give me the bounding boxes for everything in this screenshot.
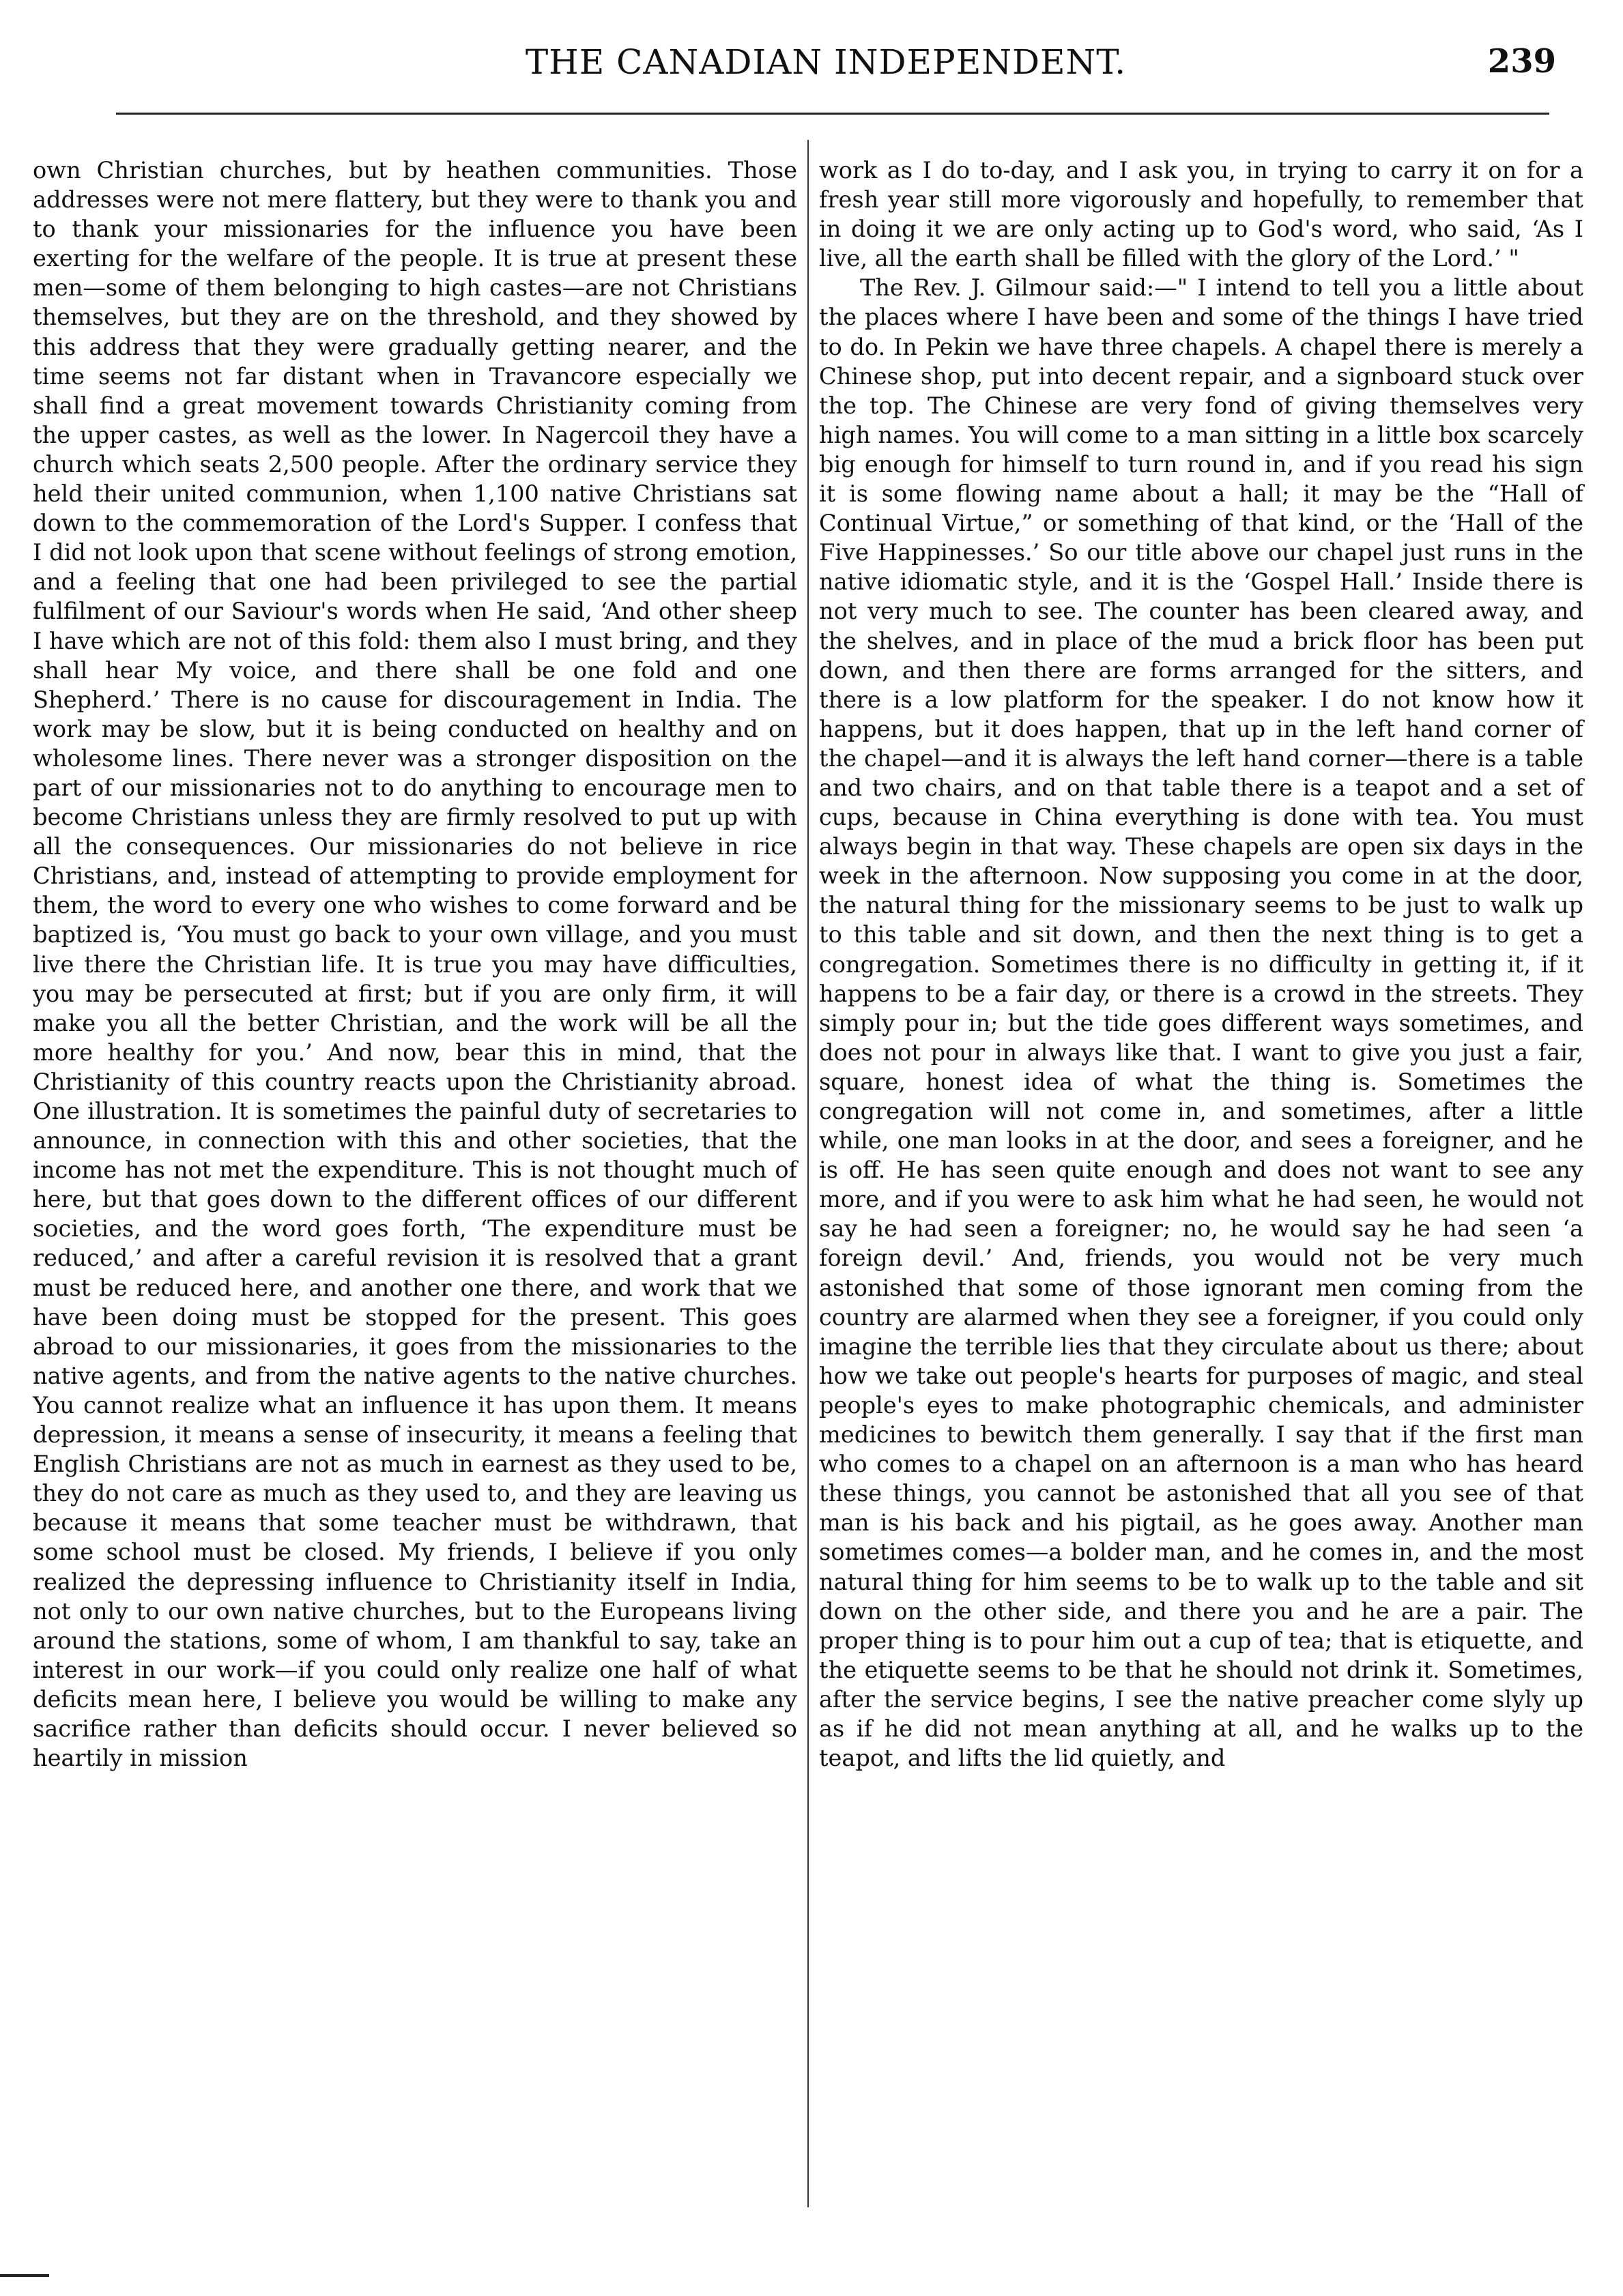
column-divider bbox=[807, 140, 809, 2207]
right-column-paragraph: The Rev. J. Gilmour said:—" I intend to tell you a little about the places where I have been and some of the things I have tried to do. In Pekin we have three chapels. A chapel there is merely a Chinese shop, put into decent repair, and a signboard stuck over the top. The Chinese are very fond of giving themselves very high names. You will come to a man sitting in a little box scarcely big enough for himself to turn round in, and if you read his sign it is some flowing name about a hall; it may be the “Hall of Continual Virtue,” or something of that kind, or the ‘Hall of the Five Happinesses.’ So our title above our chapel just runs in the native idiomatic style, and it is the ‘Gospel Hall.’ Inside there is not very much to see. The counter has been cleared away, and the shelves, and in place of the mud a brick floor has been put down, and then there are forms arranged for the sitters, and there is a low platform for the speaker. I do not know how it happens, but it does happen, that up in the left hand corner of the chapel—and it is always the left hand corner—there is a table and two chairs, and on that table there is a teapot and a set of cups, because in China everything is done with tea. You must always begin in that way. These chapels are open six days in the week in the afternoon. Now supposing you come in at the door, the natural thing for the missionary seems to be just to walk up to this table and sit down, and then the next thing is to get a congregation. Sometimes there is no difficulty in getting it, if it happens to be a fair day, or there is a crowd in the streets. They simply pour in; but the tide goes different ways sometimes, and does not pour in always like that. I want to give you just a fair, square, honest idea of what the thing is. Sometimes the congregation will not come in, and sometimes, after a little while, one man looks in at the door, and sees a foreigner, and he is off. He has seen quite enough and does not want to see any more, and if you were to ask him what he had seen, he would not say he had seen a foreigner; no, he would say he had seen ‘a foreign devil.’ And, friends, you would not be very much astonished that some of those ignorant men coming from the country are alarmed when they see a foreigner, if you could only imagine the terrible lies that they circulate about us there; about how we take out people's hearts for purposes of magic, and steal people's eyes to make photographic chemicals, and administer medicines to bewitch them generally. I say that if the first man who comes to a chapel on an afternoon is a man who has heard these things, you cannot be astonished that all you see of that man is his back and his pigtail, as he goes away. Another man sometimes comes—a bolder man, and he comes in, and the most natural thing for him seems to be to walk up to the table and sit down on the other side, and there you and he are a pair. The proper thing is to pour him out a cup of tea; that is etiquette, and the etiquette seems to be that he should not drink it. Sometimes, after the service begins, I see the native preacher come slyly up as if he did not mean anything at all, and he walks up to the teapot, and lifts the lid quietly, and bbox=[819, 274, 1583, 1772]
page-number: 239 bbox=[1487, 42, 1556, 81]
header-rule bbox=[116, 113, 1549, 115]
left-column-paragraph: own Christian churches, but by heathen communities. Those addresses were not mere flattery, but they were to thank you and to thank your missionaries for the influence you have been exerting for the welfare of the people. It is true at present these men—some of them belonging to high castes—are not Christians themselves, but they are on the threshold, and they showed by this address that they were gradually getting nearer, and the time seems not far distant when in Travancore especially we shall find a great movement towards Christianity coming from the upper castes, as well as the lower. In Nagercoil they have a church which seats 2,500 people. After the ordinary service they held their united communion, when 1,100 native Christians sat down to the commemoration of the Lord's Supper. I confess that I did not look upon that scene without feelings of strong emotion, and a feeling that one had been privileged to see the partial fulfilment of our Saviour's words when He said, ‘And other sheep I have which are not of this fold: them also I must bring, and they shall hear My voice, and there shall be one fold and one Shepherd.’ There is no cause for discouragement in India. The work may be slow, but it is being conducted on healthy and on wholesome lines. There never was a stronger disposition on the part of our missionaries not to do anything to encourage men to become Christians unless they are firmly resolved to put up with all the consequences. Our missionaries do not believe in rice Christians, and, instead of attempting to provide employment for them, the word to every one who wishes to come forward and be baptized is, ‘You must go back to your own village, and you must live there the Christian life. It is true you may have difficulties, you may be persecuted at first; but if you are only firm, it will make you all the better Christian, and the work will be all the more healthy for you.’ And now, bear this in mind, that the Christianity of this country reacts upon the Christianity abroad. One illustration. It is sometimes the painful duty of secretaries to announce, in connection with this and other societies, that the income has not met the expenditure. This is not thought much of here, but that goes down to the different offices of our different societies, and the word goes forth, ‘The expenditure must be reduced,’ and after a careful revision it is resolved that a grant must be reduced here, and another one there, and work that we have been doing must be stopped for the present. This goes abroad to our missionaries, it goes from the missionaries to the native agents, and from the native agents to the native churches. You cannot realize what an influence it has upon them. It means depression, it means a sense of insecurity, it means a feeling that English Christians are not as much in earnest as they used to be, they do not care as much as they used to, and they are leaving us because it means that some teacher must be withdrawn, that some school must be closed. My friends, I believe if you only realized the depressing influence to Christianity itself in India, not only to our own native churches, but to the Europeans living around the stations, some of whom, I am thankful to say, take an interest in our work—if you could only realize one half of what deficits mean here, I believe you would be willing to make any sacrifice rather than deficits should occur. I never believed so heartily in mission bbox=[33, 157, 797, 1772]
right-column bbox=[819, 156, 1583, 1773]
left-column bbox=[33, 156, 797, 1773]
running-head bbox=[96, 42, 1556, 90]
margin-mark bbox=[0, 2274, 49, 2277]
right-column-paragraph: work as I do to-day, and I ask you, in trying to carry it on for a fresh year still more vigorously and hopefully, to remember that in doing it we are only acting up to God's word, who said, ‘As I live, all the earth shall be filled with the glory of the Lord.’ " bbox=[819, 157, 1583, 272]
publication-title: THE CANADIAN INDEPENDENT. bbox=[525, 42, 1127, 82]
